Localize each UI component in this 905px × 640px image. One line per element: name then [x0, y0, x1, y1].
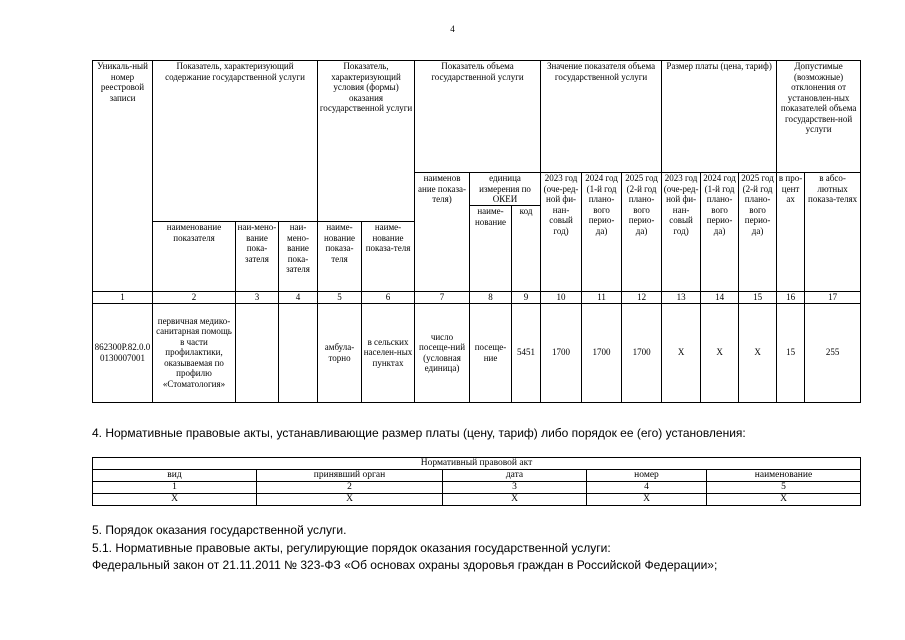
column-number: 9 [512, 292, 541, 304]
header-unit-code: код [512, 206, 541, 292]
acts-value: Х [257, 494, 443, 506]
acts-value: Х [443, 494, 587, 506]
column-number: 10 [541, 292, 582, 304]
header-fee-2025: 2025 год (2-й год плано-вого перио-да) [739, 173, 777, 292]
cell-fee-2025: Х [739, 303, 777, 402]
column-number: 3 [236, 292, 279, 304]
header-unit-name: наиме-нование [470, 206, 512, 292]
table-row [93, 494, 861, 506]
column-number: 8 [470, 292, 512, 304]
header-volume-2023: 2023 год (оче-ред-ной фи-нан-совый год) [541, 173, 582, 292]
acts-value: Х [93, 494, 257, 506]
header-content-name-2: наи-мено-вание пока-зателя [236, 222, 279, 292]
section-5-title: 5. Порядок оказания государственной услуги. [92, 523, 347, 537]
cell-content-2 [236, 303, 279, 402]
cell-volume-2024: 1700 [582, 303, 622, 402]
header-fee: Размер платы (цена, тариф) [662, 61, 777, 173]
cell-deviation-percent: 15 [777, 303, 805, 402]
header-indicator-name: наименов ание показа-теля) [415, 173, 470, 292]
column-number: 7 [415, 292, 470, 304]
column-number: 6 [362, 292, 415, 304]
acts-col-title: наименование [707, 470, 861, 482]
service-volume-table [92, 60, 861, 403]
column-number: 16 [777, 292, 805, 304]
header-unit: единица измерения по ОКЕИ [470, 173, 541, 206]
cell-fee-2023: Х [662, 303, 701, 402]
column-number: 4 [279, 292, 318, 304]
header-content-name-1: наименование показателя [153, 222, 236, 292]
acts-value: Х [587, 494, 707, 506]
cell-condition-2: в сельских населен-ных пунктах [362, 303, 415, 402]
column-number: 15 [739, 292, 777, 304]
cell-unit-code: 5451 [512, 303, 541, 402]
cell-deviation-absolute: 255 [805, 303, 861, 402]
header-deviation: Допустимые (возможные) отклонения от установлен-ных показателей объема государствен-ной услуги [777, 61, 861, 173]
column-number: 5 [318, 292, 362, 304]
acts-value: Х [707, 494, 861, 506]
page-number: 4 [450, 24, 455, 34]
section-4-title: 4. Нормативные правовые акты, устанавливающие размер платы (цену, тариф) либо порядок ее (его) установления: [92, 426, 746, 440]
column-number: 12 [622, 292, 662, 304]
column-number: 2 [153, 292, 236, 304]
acts-column-number: 2 [257, 482, 443, 494]
legal-acts-table [92, 457, 861, 506]
acts-column-number: 5 [707, 482, 861, 494]
cell-indicator: число посеще-ний (условная единица) [415, 303, 470, 402]
column-number: 11 [582, 292, 622, 304]
header-condition-name-2: наиме-нование показа-теля [362, 222, 415, 292]
acts-header: Нормативный правовой акт [93, 458, 861, 470]
header-volume-2025: 2025 год (2-й год плано-вого перио-да) [622, 173, 662, 292]
acts-column-number: 1 [93, 482, 257, 494]
acts-col-type: вид [93, 470, 257, 482]
header-condition-name-1: наиме-нование показа-теля [318, 222, 362, 292]
acts-column-number: 4 [587, 482, 707, 494]
column-number: 1 [93, 292, 153, 304]
column-number: 17 [805, 292, 861, 304]
cell-unit-name: посеще-ние [470, 303, 512, 402]
section-5-1-title: 5.1. Нормативные правовые акты, регулирующие порядок оказания государственной услуги: [92, 541, 611, 555]
header-deviation-percent: в про-цент ах [777, 173, 805, 292]
cell-content-1: первичная медико-санитарная помощь в части профилактики, оказываемая по профилю «Стоматология» [153, 303, 236, 402]
header-volume-2024: 2024 год (1-й год плано-вого перио-да) [582, 173, 622, 292]
header-volume-value: Значение показателя объема государственной услуги [541, 61, 662, 173]
cell-reg-number: 862300Р.82.0.00130007001 [93, 303, 153, 402]
cell-fee-2024: Х [701, 303, 739, 402]
cell-content-3 [279, 303, 318, 402]
cell-condition-1: амбула-торно [318, 303, 362, 402]
column-number: 13 [662, 292, 701, 304]
header-fee-2023: 2023 год (оче-ред-ной фи-нан-совый год) [662, 173, 701, 292]
header-condition-indicator: Показатель, характеризующий условия (формы) оказания государственной услуги [318, 61, 415, 222]
header-content-indicator: Показатель, характеризующий содержание государственной услуги [153, 61, 318, 222]
header-fee-2024: 2024 год (1-й год плано-вого перио-да) [701, 173, 739, 292]
cell-volume-2023: 1700 [541, 303, 582, 402]
column-number-row [93, 292, 861, 304]
header-deviation-absolute: в абсо-лютных показа-телях [805, 173, 861, 292]
acts-col-authority: принявший орган [257, 470, 443, 482]
header-volume-indicator: Показатель объема государственной услуги [415, 61, 541, 173]
law-reference: Федеральный закон от 21.11.2011 № 323-ФЗ «Об основах охраны здоровья граждан в Российской Федерации»; [92, 558, 718, 572]
table-row [93, 303, 861, 402]
acts-col-date: дата [443, 470, 587, 482]
header-content-name-3: наи-мено-вание пока-зателя [279, 222, 318, 292]
acts-column-number: 3 [443, 482, 587, 494]
header-reg-number: Уникаль-ный номер реестровой записи [93, 61, 153, 292]
cell-volume-2025: 1700 [622, 303, 662, 402]
column-number: 14 [701, 292, 739, 304]
acts-col-number: номер [587, 470, 707, 482]
